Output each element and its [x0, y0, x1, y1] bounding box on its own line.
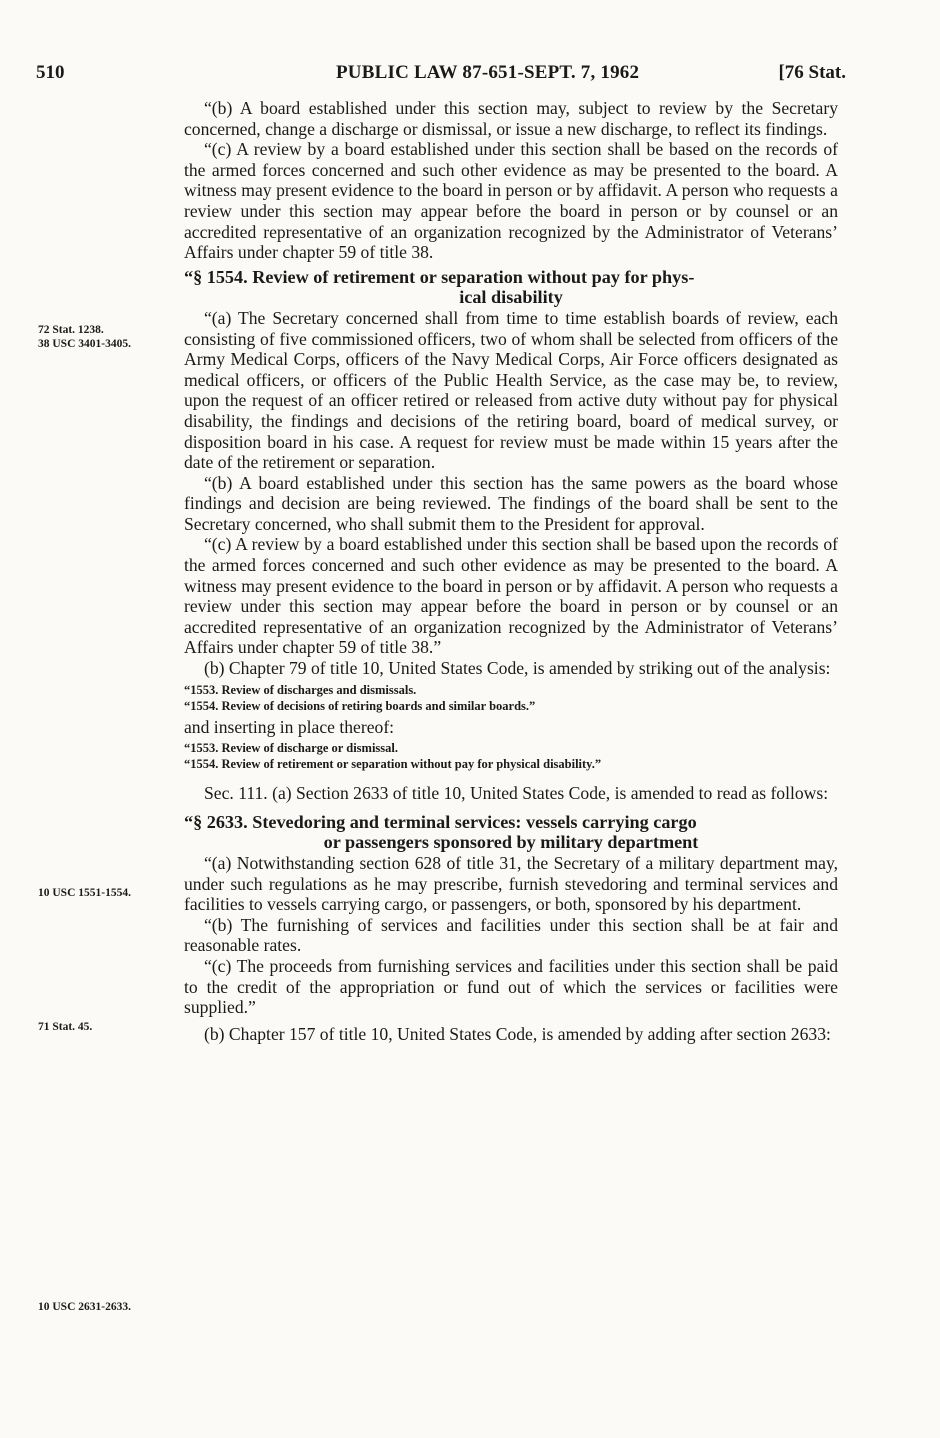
paragraph: “(c) The proceeds from furnishing services and facilities under this section shall be paid to the credit of the appropriation or fund out of which the services or facilities were supplied.”	[184, 955, 838, 1018]
page-body	[184, 98, 838, 1044]
page-header	[36, 62, 846, 88]
margin-note: 72 Stat. 1238.	[38, 324, 104, 336]
section-heading	[184, 267, 838, 308]
analysis-list	[184, 682, 838, 714]
margin-note: 71 Stat. 45.	[38, 1021, 93, 1033]
section-heading	[184, 812, 838, 853]
section-heading-line: ical disability	[459, 287, 563, 308]
paragraph: “(c) A review by a board established under this section shall be based on the records of the armed forces concerned and such other evidence as may be presented to the board. A witness may present evidence to the board in person or by affidavit. A person who requests a review under this section may appear before the board in person or by counsel or an accredited representative of an organization recognized by the Administrator of Veterans’ Affairs under chapter 59 of title 38.	[184, 139, 838, 263]
running-title: PUBLIC LAW 87-651-SEPT. 7, 1962	[336, 62, 640, 83]
section-heading-line: “§ 1554. Review of retirement or separation without pay for phys-	[184, 266, 695, 287]
page-number: 510	[36, 62, 65, 83]
margin-note: 10 USC 1551-1554.	[38, 887, 131, 899]
margin-note: 10 USC 2631-2633.	[38, 1301, 131, 1313]
paragraph: “(a) Notwithstanding section 628 of title 31, the Secretary of a military department may, under such regulations as he may prescribe, furnish stevedoring and terminal services and facilities to vessels carrying cargo, or passengers, or both, sponsored by his department.	[184, 853, 838, 915]
paragraph: “(b) A board established under this section has the same powers as the board whose findings and decision are being reviewed. The findings of the board shall be sent to the Secretary concerned, who shall submit them to the President for approval.	[184, 472, 838, 534]
analysis-item: “1554. Review of decisions of retiring boards and similar boards.”	[184, 698, 536, 713]
paragraph: (b) Chapter 157 of title 10, United States Code, is amended by adding after section 2633:	[204, 1023, 831, 1044]
margin-note: 38 USC 3401-3405.	[38, 338, 131, 350]
analysis-item: “1554. Review of retirement or separation without pay for physical disability.”	[184, 757, 602, 772]
analysis-list	[184, 740, 838, 772]
paragraph: “(a) The Secretary concerned shall from time to time establish boards of review, each consisting of five commissioned officers, two of whom shall be selected from officers of the Army Medical Corps, officers of the Navy Medical Corps, Air Force officers designated as medical officers, or officers of the Public Health Service, as the case may be, to review, upon the request of an officer retired or released from active duty without pay for physical disability, the findings and decisions of the retiring board, board of medical survey, or disposition board in his case. A request for review must be made within 15 years after the date of the retirement or separation.	[184, 307, 838, 473]
paragraph: Sec. 111. (a) Section 2633 of title 10, United States Code, is amended to read as follows:	[204, 783, 829, 804]
section-heading-line: or passengers sponsored by military department	[323, 832, 699, 853]
analysis-item: “1553. Review of discharges and dismissals.	[184, 682, 417, 697]
paragraph: (b) Chapter 79 of title 10, United States Code, is amended by striking out of the analysis:	[204, 658, 831, 679]
analysis-item: “1553. Review of discharge or dismissal.	[184, 741, 398, 756]
statute-reference: [76 Stat.	[778, 62, 846, 83]
paragraph: “(c) A review by a board established under this section shall be based upon the records of the armed forces concerned and such other evidence as may be presented to the board. A witness may present evidence to the board in person or by affidavit. A person who requests a review under this section may appear before the board in person or by counsel or an accredited representative of an organization recognized by the Administrator of Veterans’ Affairs under chapter 59 of title 38.”	[184, 534, 838, 658]
paragraph: “(b) A board established under this section may, subject to review by the Secretary concerned, change a discharge or dismissal, or issue a new discharge, to reflect its findings.	[184, 98, 838, 139]
paragraph: and inserting in place thereof:	[184, 716, 395, 737]
paragraph: “(b) The furnishing of services and facilities under this section shall be at fair and reasonable rates.	[184, 914, 838, 956]
section-heading-line: “§ 2633. Stevedoring and terminal services: vessels carrying cargo	[184, 811, 697, 832]
